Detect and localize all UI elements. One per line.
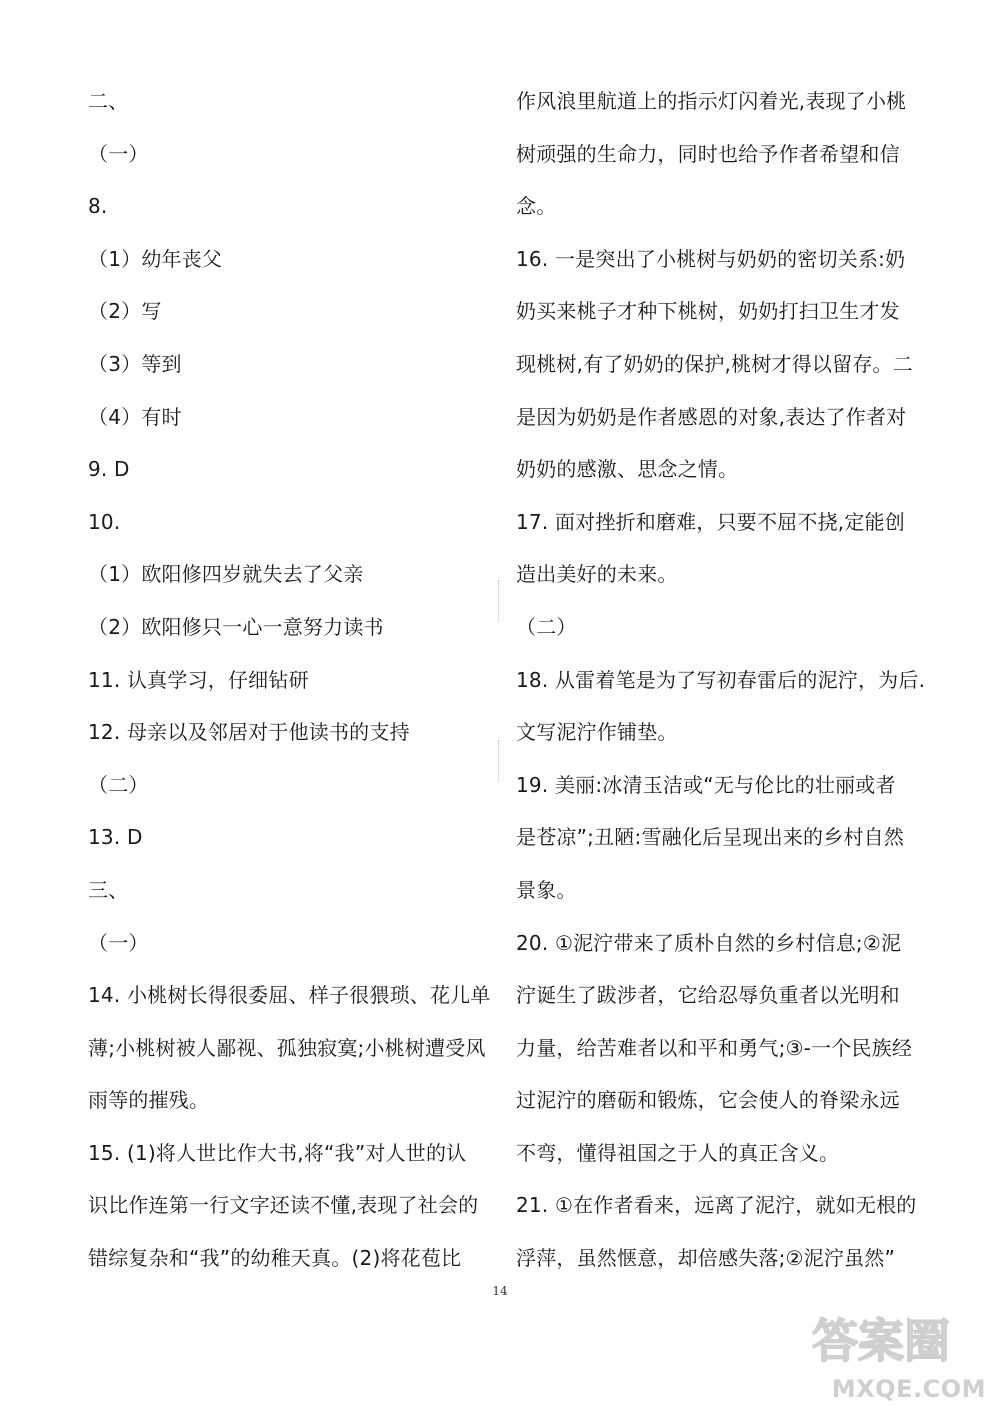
left-column-line: 14. 小桃树长得很委屈、样子很猥琐、花儿单 [88,983,491,1008]
left-column-line: （1）欧阳修四岁就失去了父亲 [88,562,364,587]
right-column-line: 是苍凉”;丑陋:雪融化后呈现出来的乡村自然 [516,825,905,850]
page-number: 14 [492,1284,508,1298]
left-column-line: 薄;小桃树被人鄙视、孤独寂寞;小桃树遭受风 [88,1035,486,1060]
right-column-line: 20. ①泥泞带来了质朴自然的乡村信息;②泥 [516,930,902,955]
right-column-line: 16. 一是突出了小桃树与奶奶的密切关系:奶 [516,246,906,271]
watermark [808,1307,986,1407]
left-column-line: （4）有时 [88,404,182,429]
left-column-line: 错综复杂和“我”的幼稚天真。(2)将花苞比 [88,1246,462,1271]
left-column-line: 三、 [88,877,129,902]
right-column-line: 17. 面对挫折和磨难，只要不屈不挠,定能创 [516,509,905,534]
left-column-line: 雨等的摧残。 [88,1088,210,1113]
left-column-line: 11. 认真学习，仔细钻研 [88,667,309,692]
left-column-line: （1）幼年丧父 [88,246,223,271]
left-column-line: 15. (1)将人世比作大书,将“我”对人世的认 [88,1140,467,1165]
left-column-line: 12. 母亲以及邻居对于他读书的支持 [88,720,410,745]
left-column-line: 9. D [88,457,130,482]
right-column-line: 力量，给苦难者以和平和勇气;③-一个民族经 [516,1035,913,1060]
watermark-logo-text: 答案圈 [812,1314,950,1368]
right-column-line: 造出美好的未来。 [516,562,678,587]
right-column-line: 树顽强的生命力，同时也给予作者希望和信 [516,141,900,166]
left-column-line: （一） [88,141,149,166]
left-column-line: 8. [88,194,108,219]
left-column-line: （2）写 [88,299,162,324]
right-column-line: 泞诞生了跋涉者，它给忍辱负重者以光明和 [516,983,900,1008]
left-column-line: 识比作连第一行文字还读不懂,表现了社会的 [88,1193,479,1218]
right-column-line: 是因为奶奶是作者感恩的对象,表达了作者对 [516,404,907,429]
right-column-line: 文写泥泞作铺垫。 [516,720,678,745]
right-column-line: 作风浪里航道上的指示灯闪着光,表现了小桃 [516,89,907,113]
right-column-line: 景象。 [516,877,577,902]
right-column [516,75,926,1285]
left-column-line: 13. D [88,825,143,850]
watermark-site: MXQE.COM [831,1375,986,1403]
right-column-line: 浮萍，虽然惬意，却倍感失落;②泥泞虽然” [516,1246,896,1271]
right-column-line: 过泥泞的磨砺和锻炼，它会使人的脊梁永远 [516,1088,900,1113]
right-column-line: 21. ①在作者看来，远离了泥泞，就如无根的 [516,1193,917,1218]
left-column [88,75,491,1285]
right-column-line: 19. 美丽:冰清玉洁或“无与伦比的壮丽或者 [516,772,896,797]
right-column-line: 现桃树,有了奶奶的保护,桃树才得以留存。二 [516,351,913,376]
left-column-line: （2）欧阳修只一心一意努力读书 [88,614,384,639]
left-column-line: 二、 [88,89,129,113]
right-column-line: 奶买来桃子才种下桃树，奶奶打扫卫生才发 [516,299,900,324]
right-column-line: 不弯，懂得祖国之于人的真正含义。 [516,1140,840,1165]
right-column-line: 奶奶的感激、思念之情。 [516,457,739,482]
left-column-line: （一） [88,930,149,955]
right-column-line: 18. 从雷着笔是为了写初春雷后的泥泞，为后. [516,667,926,692]
column-separator-top [498,580,499,620]
column-separator-bottom [498,740,499,780]
left-column-line: （二） [88,772,149,797]
left-column-line: （3）等到 [88,351,182,376]
right-column-line: （二） [516,614,577,639]
watermark-logo [812,1307,972,1369]
right-column-line: 念。 [516,194,557,219]
left-column-line: 10. [88,509,121,534]
